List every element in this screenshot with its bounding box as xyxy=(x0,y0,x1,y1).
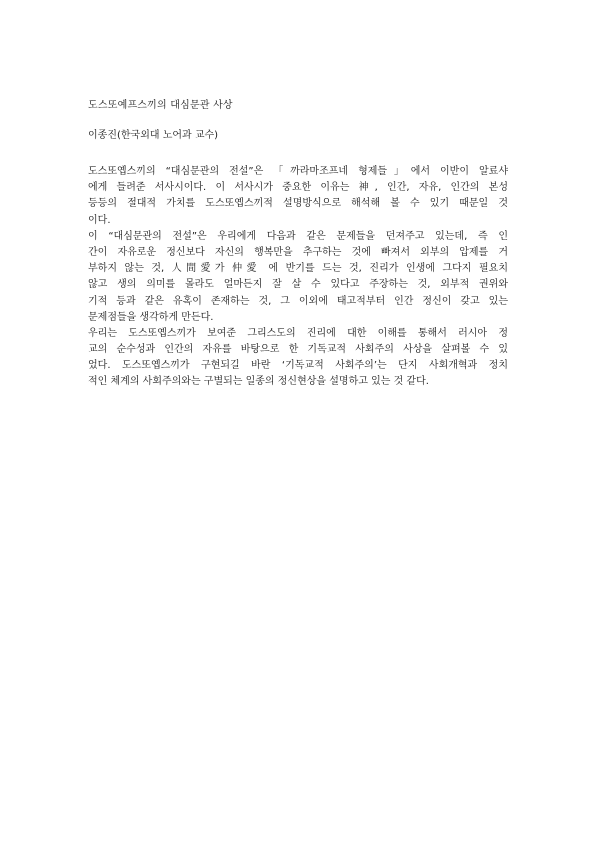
body-line: 기적 등과 같은 유혹이 존재하는 것, 그 이외에 태고적부터 인간 정신이 갖고 있는 xyxy=(88,295,508,307)
body-line: 도스또옙스끼의 “대심문관의 전설”은 「까라마조프네 형제들」에서 이반이 알료샤 xyxy=(88,166,508,177)
body-line: 간이 자유로운 정신보다 자신의 행복만을 추구하는 것에 빠져서 외부의 압제를 거 xyxy=(88,246,508,258)
body-line: 이 “대심문관의 전설”은 우리에게 다음과 같은 문제들을 던져주고 있는데, 즉 인 xyxy=(88,230,508,242)
body-line: 에게 들려준 서사시이다. 이 서사시가 중요한 이유는 神, 인간, 자유, 인간의 본성 xyxy=(88,182,508,194)
body-line: 이다. xyxy=(88,214,111,226)
body-line: 우리는 도스또옙스끼가 보여준 그리스도의 진리에 대한 이해를 통해서 러시아 정 xyxy=(88,327,508,339)
body-text xyxy=(88,164,508,391)
body-line: 었다. 도스또옙스끼가 구현되길 바란 ‘기독교적 사회주의’는 단지 사회개혁과 정치 xyxy=(88,360,508,372)
author-line: 이종진(한국외대 노어과 교수) xyxy=(88,130,219,141)
body-line: 교의 순수성과 인간의 자유를 바탕으로 한 기독교적 사회주의 사상을 살펴볼 수 있 xyxy=(88,344,508,356)
body-line: 적인 체계의 사회주의와는 구별되는 일종의 정신현상을 설명하고 있는 것 같다. xyxy=(88,376,429,388)
body-line: 등등의 절대적 가치를 도스또옙스끼적 설명방식으로 해석해 볼 수 있기 때문일 것 xyxy=(88,198,508,210)
document-title: 도스또예프스끼의 대심문관 사상 xyxy=(88,100,233,111)
body-line: 문제점들을 생각하게 만든다. xyxy=(88,311,214,323)
body-line: 않고 생의 의미를 몰라도 얼마든지 잘 살 수 있다고 주장하는 것, 외부적 권위와 xyxy=(88,279,508,291)
body-line: 부하지 않는 것, 人間愛가 仲愛 에 반기를 드는 것, 진리가 인생에 그다지 필요치 xyxy=(88,263,508,275)
